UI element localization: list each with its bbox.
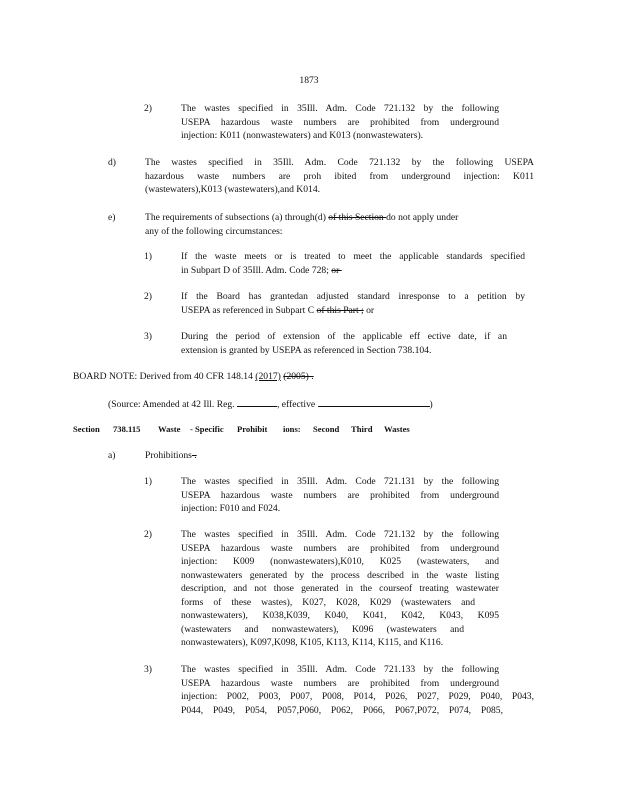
item-line: USEPA hazardous waste numbers are prohibited from underground: [181, 542, 499, 554]
item-line: nonwastewaters), K097,K098, K105, K113, K114, K115, and K116.: [181, 637, 444, 648]
item-line: (wastewaters),K013 (wastewaters),and K014.: [145, 184, 321, 195]
heading-word: Second: [313, 424, 340, 434]
item-label: 3): [144, 664, 152, 675]
item-label: 2): [144, 103, 152, 114]
deleted-text: of this Part ;: [316, 304, 364, 316]
text-segment: , effective: [276, 399, 318, 410]
item-line: injection: K011 (nonwastewaters) and K013 (nonwastewaters).: [181, 130, 424, 141]
text-segment: BOARD NOTE: Derived from 40 CFR 148.14: [73, 371, 256, 382]
deleted-text: .: [191, 450, 197, 461]
heading-word: 738.115: [113, 424, 141, 434]
item-line: The wastes specified in 35Ill. Adm. Code 721.133 by the following: [181, 664, 499, 675]
item-line: forms of these wastes), K027, K028, K029 (wastewaters and: [181, 596, 475, 608]
item-line: [145, 211, 534, 224]
item-label: 3): [144, 331, 152, 342]
heading-word: Waste: [158, 424, 181, 434]
deleted-text: or: [331, 264, 342, 276]
inserted-text: (2017): [255, 371, 281, 382]
heading-word: Section: [73, 424, 100, 434]
board-note: [73, 370, 473, 383]
item-line: injection: F010 and F024.: [181, 503, 281, 514]
item-label: d): [108, 157, 116, 168]
item-line: description, and not those generated in the courseof treating wastewater: [181, 583, 499, 594]
heading-word: Wastes: [384, 424, 410, 434]
heading-word: - Specific: [190, 424, 224, 434]
item-line: [181, 264, 525, 277]
text-segment: Prohibitions: [145, 450, 192, 461]
item-line: USEPA hazardous waste numbers are prohibited from underground: [181, 489, 499, 501]
item-line: injection: K009 (nonwastewaters),K010, K025 (wastewaters, and: [181, 556, 499, 567]
item-line: nonwastewaters generated by the process described in the waste listing: [181, 569, 499, 581]
item-label: 1): [144, 476, 152, 487]
page-number: 1873: [299, 75, 319, 86]
heading-word: ions:: [283, 424, 301, 434]
item-line: The wastes specified in 35Ill. Adm. Code 721.132 by the following USEPA: [145, 157, 534, 168]
item-label: 1): [144, 251, 152, 262]
item-line: During the period of extension of the applicable eff ective date, if an: [181, 331, 507, 342]
item-line: The wastes specified in 35Ill. Adm. Code 721.132 by the following: [181, 529, 499, 540]
item-label: e): [108, 212, 116, 223]
deleted-text: (2005) .: [283, 371, 314, 382]
text-segment: ): [429, 399, 433, 410]
item-line: hazardous waste numbers are proh ibited from underground injection: K011: [145, 170, 534, 182]
text-segment: in Subpart D of 35Ill. Adm. Code 728;: [181, 264, 332, 276]
blank-line: [318, 396, 430, 407]
item-line: USEPA hazardous waste numbers are prohibited from underground: [181, 677, 499, 689]
item-line: The wastes specified in 35Ill. Adm. Code 721.132 by the following: [181, 103, 499, 114]
text-segment: USEPA as referenced in Subpart C: [181, 304, 317, 316]
item-line: [145, 449, 345, 462]
deleted-text: of this Section: [328, 212, 387, 223]
item-line: injection: P002, P003, P007, P008, P014, P026, P027, P029, P040, P043,: [181, 691, 534, 702]
item-label: 2): [144, 291, 152, 302]
blank-line: [237, 396, 277, 407]
item-label: 2): [144, 529, 152, 540]
heading-word: Prohibit: [237, 424, 268, 434]
text-segment: The requirements of subsections (a) through(d): [145, 212, 329, 223]
item-line: nonwastewaters), K038,K039, K040, K041, K042, K043, K095: [181, 610, 499, 621]
item-line: The wastes specified in 35Ill. Adm. Code 721.131 by the following: [181, 476, 499, 487]
item-line: If the waste meets or is treated to meet the applicable standards specified: [181, 251, 525, 262]
item-line: [181, 304, 525, 317]
heading-word: Third: [351, 424, 373, 434]
text-segment: (Source: Amended at 42 Ill. Reg.: [108, 399, 237, 410]
source-line: [108, 396, 508, 411]
item-line: USEPA hazardous waste numbers are prohibited from underground: [181, 116, 499, 128]
item-line: extension is granted by USEPA as referenced in Section 738.104.: [181, 344, 432, 356]
item-line: If the Board has grantedan adjusted standard inresponse to a petition by: [181, 291, 525, 302]
item-line: any of the following circumstances:: [145, 225, 283, 237]
item-label: a): [108, 450, 116, 461]
text-segment: or: [363, 304, 375, 316]
item-line: (wastewaters and nonwastewaters), K096 (wastewaters and: [181, 623, 464, 635]
item-line: P044, P049, P054, P057,P060, P062, P066, P067,P072, P074, P085,: [181, 704, 503, 716]
text-segment: do not apply under: [386, 212, 459, 223]
